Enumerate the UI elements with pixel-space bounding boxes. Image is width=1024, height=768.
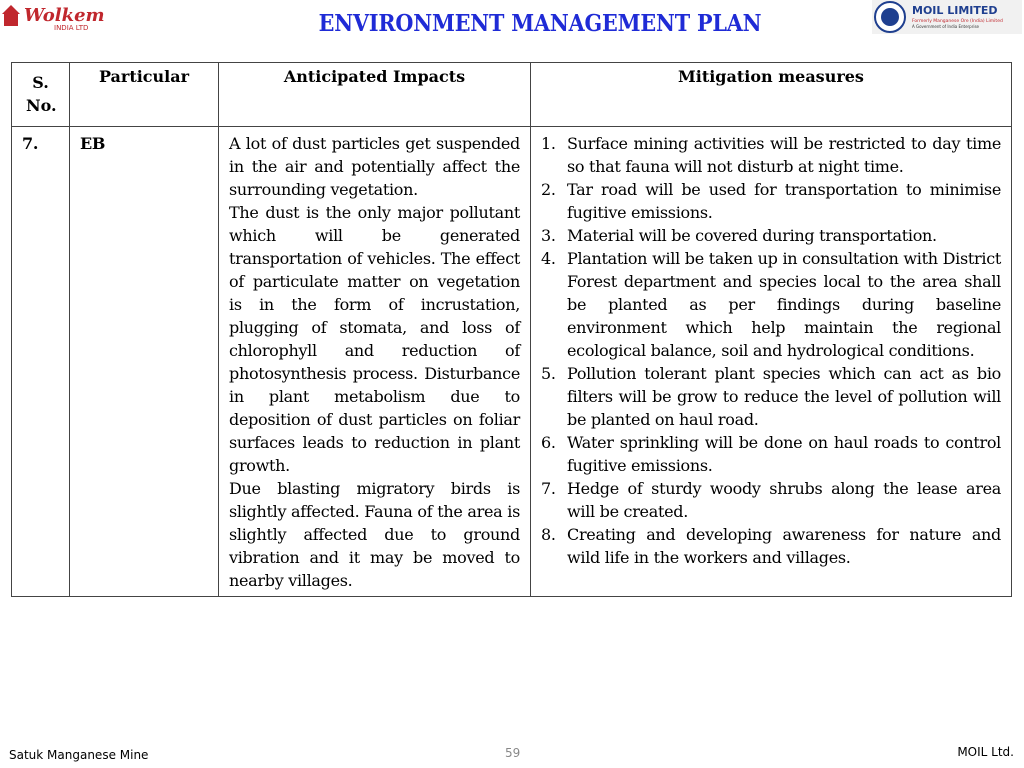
measure-number: 4.: [541, 249, 556, 268]
measure-number: 5.: [541, 364, 556, 383]
measure-number: 8.: [541, 525, 556, 544]
cell-impacts: [219, 127, 531, 597]
impact-paragraph: A lot of dust particles get suspended in the air and potentially affect the surrounding vegetation.: [229, 134, 520, 199]
moil-logo-text: MOIL LIMITED: [912, 4, 998, 17]
footer-mine-name: Satuk Manganese Mine: [9, 748, 149, 762]
footer-company: MOIL Ltd.: [957, 745, 1014, 759]
impact-paragraph: The dust is the only major pollutant which will be generated transportation of vehicles. The effect of particulate matter on vegetation is in the form of incrustation, plugging of stomata, and loss of chlorophyll and reduction of photosynthesis process. Disturbance in plant metabolism due to deposition of dust particles on foliar surfaces leads to reduction in plant growth.: [229, 203, 520, 475]
moil-logo-sub2: A Government of India Enterprise: [912, 24, 980, 29]
header-impacts: Anticipated Impacts: [219, 63, 531, 127]
table-header-row: [12, 63, 1012, 127]
page-title: ENVIRONMENT MANAGEMENT PLAN: [318, 10, 762, 37]
emp-table: [11, 62, 1012, 597]
header-measures: Mitigation measures: [531, 63, 1012, 127]
list-item: [541, 523, 1001, 569]
list-item: [541, 247, 1001, 362]
list-item: [541, 224, 1001, 247]
list-item: [541, 477, 1001, 523]
table-row: [12, 127, 1012, 597]
moil-logo-sub: Formerly Manganese Ore (India) Limited: [912, 19, 1003, 24]
page-number: 59: [505, 746, 521, 760]
measure-text: Plantation will be taken up in consultation with District Forest department and species local to the area shall be planted as per findings during baseline environment which help maintain the regional ecological balance, soil and hydrological conditions.: [567, 249, 1001, 360]
measure-number: 6.: [541, 433, 556, 452]
measure-number: 1.: [541, 134, 556, 153]
cell-measures: [531, 127, 1012, 597]
measure-number: 3.: [541, 226, 556, 245]
moil-logo: [872, 0, 1022, 34]
list-item: [541, 132, 1001, 178]
impact-paragraph: Due blasting migratory birds is slightly affected. Fauna of the area is slightly affected due to ground vibration and it may be moved to nearby villages.: [229, 479, 520, 590]
list-item: [541, 431, 1001, 477]
measure-text: Tar road will be used for transportation to minimise fugitive emissions.: [567, 180, 1001, 222]
measure-text: Hedge of sturdy woody shrubs along the lease area will be created.: [567, 479, 1001, 521]
measure-text: Material will be covered during transportation.: [567, 226, 937, 245]
cell-particular: EB: [70, 127, 219, 597]
measure-number: 2.: [541, 180, 556, 199]
measure-text: Water sprinkling will be done on haul roads to control fugitive emissions.: [567, 433, 1001, 475]
list-item: [541, 178, 1001, 224]
list-item: [541, 362, 1001, 431]
measure-text: Pollution tolerant plant species which can act as bio filters will be grow to reduce the level of pollution will be planted on haul road.: [567, 364, 1001, 429]
cell-sno: 7.: [12, 127, 70, 597]
measure-number: 7.: [541, 479, 556, 498]
header-sno: S. No.: [12, 63, 70, 127]
wolkem-logo-text: Wolkem: [24, 5, 105, 26]
wolkem-logo-sub: INDIA LTD: [54, 24, 89, 32]
measure-text: Surface mining activities will be restricted to day time so that fauna will not disturb at night time.: [567, 134, 1001, 176]
measure-text: Creating and developing awareness for nature and wild life in the workers and villages.: [567, 525, 1001, 567]
header-particular: Particular: [70, 63, 219, 127]
measures-list: [541, 132, 1001, 569]
